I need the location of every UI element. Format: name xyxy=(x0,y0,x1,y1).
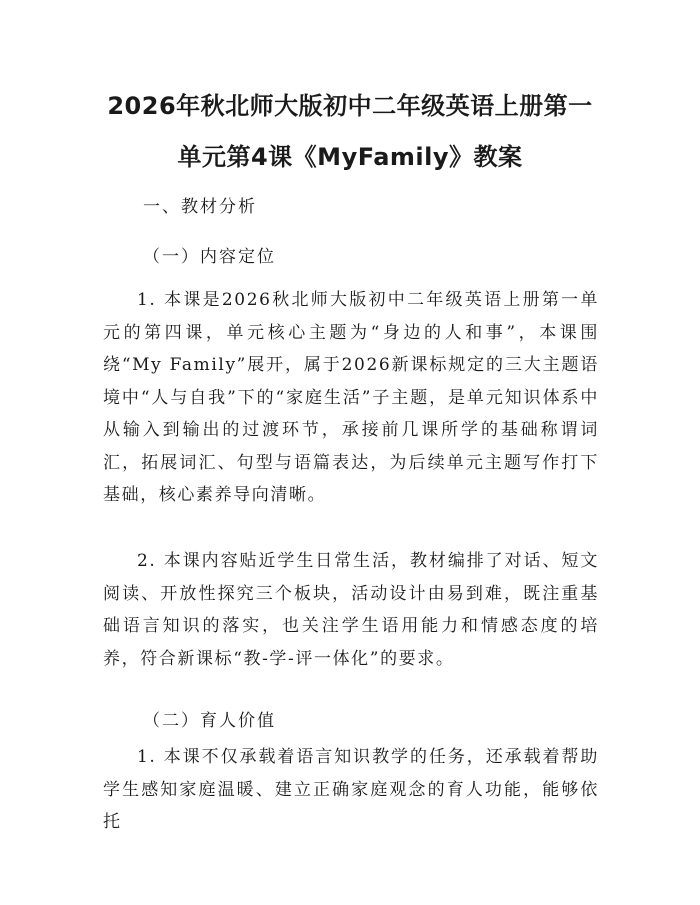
paragraph-content-positioning-2: 2. 本课内容贴近学生日常生活，教材编排了对话、短文阅读、开放性探究三个板块，活动设计由易到难，既注重基础语言知识的落实，也关注学生语用能力和情感态度的培养，符合新课标“教-学-评一体化”的要求。 xyxy=(103,551,599,669)
section-heading-textbook-analysis: 一、教材分析 xyxy=(143,197,257,217)
document-title-line-1: 2026年秋北师大版初中二年级英语上册第一 xyxy=(107,92,593,120)
paragraph-content-positioning-1: 1. 本课是2026秋北师大版初中二年级英语上册第一单元的第四课，单元核心主题为“身边的人和事”，本课围绕“My Family”展开，属于2026新课标规定的三大主题语境中“人与自我”下的“家庭生活”子主题，是单元知识体系中从输入到输出的过渡环节，承接前几课所学的基础称谓词汇，拓展词汇、句型与语篇表达，为后续单元主题写作打下基础，核心素养导向清晰。 xyxy=(103,290,599,505)
subsection-heading-content-positioning: （一）内容定位 xyxy=(143,247,276,267)
document-title-line-2: 单元第4课《MyFamily》教案 xyxy=(177,143,523,171)
paragraph-educational-value-1: 1. 本课不仅承载着语言知识教学的任务，还承载着帮助学生感知家庭温暖、建立正确家庭观念的育人功能，能够依托 xyxy=(103,747,599,832)
subsection-heading-educational-value: （二）育人价值 xyxy=(143,711,276,731)
